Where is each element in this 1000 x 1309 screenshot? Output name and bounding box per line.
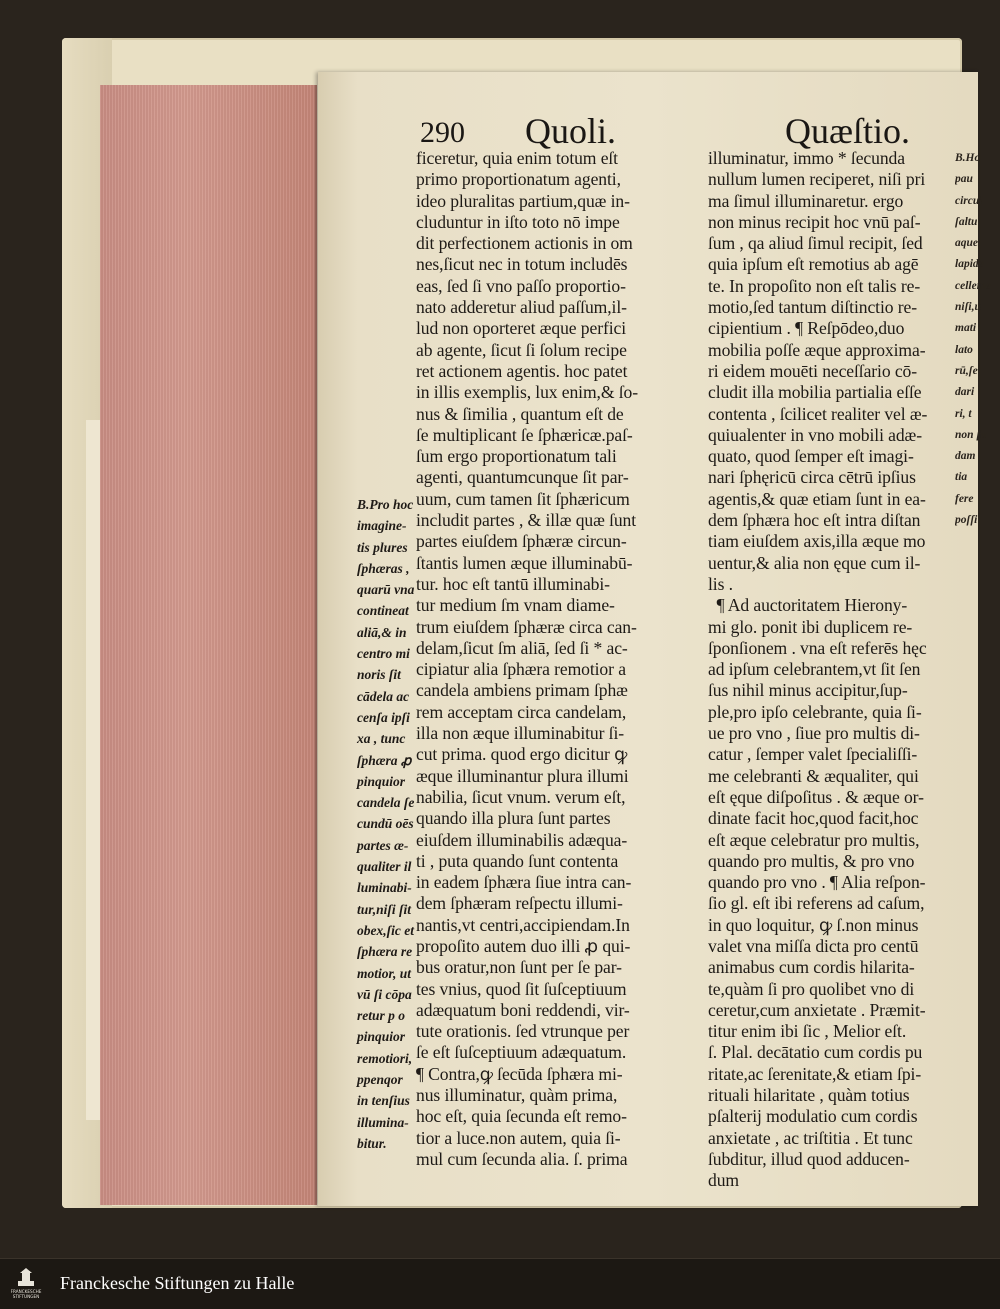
text-line: dum	[708, 1170, 739, 1191]
text-line: lis .	[708, 573, 733, 594]
page-number: 290	[420, 116, 465, 149]
margin-note-line: in tenſius	[357, 1093, 410, 1109]
text-line: ſum , qa aliud ſimul recipit, ſed	[708, 233, 923, 254]
text-line: ritate,ac ſerenitate,& etiam ſpi-	[708, 1063, 922, 1084]
text-line: uentur,& alia non ęque cum il-	[708, 552, 921, 573]
text-line: cludit illa mobilia partialia eſſe	[708, 382, 922, 403]
margin-note-line: aque	[955, 237, 978, 250]
text-line: tes vnius, quod ſit ſuſceptiuum	[416, 978, 627, 999]
text-line: partes eiuſdem ſphæræ circun-	[416, 531, 627, 552]
text-line: dit perfectionem actionis in om	[416, 233, 633, 254]
margin-note-line: ſphæra re	[357, 944, 413, 960]
text-line: te. In propoſito non eſt talis re-	[708, 275, 921, 296]
text-line: te,quàm ſi pro quolibet vno di	[708, 978, 915, 999]
text-line: bus oratur,non ſunt per ſe par-	[416, 957, 622, 978]
text-line: animabus cum cordis hilarita-	[708, 957, 915, 978]
text-line: ¶ Contra,ꝙ ſecūda ſphæra mi-	[416, 1063, 623, 1084]
margin-note-line: mati	[955, 322, 977, 335]
margin-note-line: centro mi	[357, 646, 410, 662]
text-line: nus & ſimilia , quantum eſt de	[416, 403, 624, 424]
text-line: agenti, quantumcunque ſit par-	[416, 467, 629, 488]
text-line: non minus recipit hoc vnū paſ-	[708, 211, 921, 232]
text-line: quando illa plura ſunt partes	[416, 808, 611, 829]
text-line: valet vna miſſa dicta pro centū	[708, 935, 919, 956]
margin-note-line: motior, ut	[357, 965, 412, 981]
margin-note-line: candela ſe	[357, 795, 415, 811]
institution-logo-icon	[8, 1267, 44, 1301]
text-line: ſubditur, illud quod adducen-	[708, 1148, 910, 1169]
text-line: quato, quod ſemper eſt imagi-	[708, 446, 914, 467]
text-line: hoc eſt, quia ſecunda eſt remo-	[416, 1106, 627, 1127]
running-head-left: Quoli.	[525, 111, 617, 151]
text-line: mi glo. ponit ibi duplicem re-	[708, 616, 913, 637]
text-line: eiuſdem illuminabilis adæqua-	[416, 829, 628, 850]
margin-note-line: ri, t	[955, 407, 972, 420]
text-line: ti , puta quando ſunt contenta	[416, 850, 619, 871]
margin-note-line: pinquior	[357, 773, 406, 789]
margin-note-line: illumina-	[357, 1114, 409, 1130]
text-line: dem ſphæram reſpectu illumi-	[416, 893, 623, 914]
logo-text-line2: STIFTUNGEN	[12, 1294, 40, 1299]
text-line: nantis,vt centri,accipiendam.In	[416, 914, 630, 935]
footer-bar	[0, 1258, 1000, 1309]
margin-note-line: poſſi	[955, 514, 978, 527]
text-line: cut prima. quod ergo dicitur ꝙ	[416, 744, 628, 765]
margin-note-line: vū ſi cōpa	[357, 986, 412, 1002]
institution-name: Franckesche Stiftungen zu Halle	[60, 1273, 295, 1293]
text-line: delam,ſicut ſm aliā, ſed ſi * ac-	[416, 637, 628, 658]
text-line: me celebranti & æqualiter, qui	[708, 765, 919, 786]
margin-note-line: dari	[955, 386, 975, 399]
text-line: tur medium ſm vnam diame-	[416, 595, 615, 616]
text-line: tur. hoc eſt tantū illuminabi-	[416, 573, 610, 594]
text-line: eſt ęque diſpoſitus . & æque or-	[708, 786, 924, 807]
margin-note-line: niſi,u	[955, 301, 981, 314]
margin-note-line: xa , tunc	[357, 731, 406, 747]
text-line: ab agente, ſicut ſi ſolum recipe	[416, 339, 627, 360]
text-line: cipiatur alia ſphæra remotior a	[416, 659, 626, 680]
text-line: anxietate , ac triſtitia . Et tunc	[708, 1127, 913, 1148]
margin-note-line: non ſu	[955, 428, 987, 441]
margin-note-line: luminabi-	[357, 880, 412, 896]
text-line: ue pro vno , ſiue pro multis di-	[708, 723, 920, 744]
text-line: tior a luce.non autem, quia ſi-	[416, 1127, 621, 1148]
text-line: primo proportionatum agenti,	[416, 169, 621, 190]
text-line: ſtantis lumen æque illuminabū-	[416, 552, 633, 573]
text-line: ideo pluralitas partium,quæ in-	[416, 190, 630, 211]
text-line: titur enim ibi ſic , Melior eſt.	[708, 1021, 907, 1042]
margin-note-line: pinquior	[357, 1029, 406, 1045]
margin-note-line: cenſa ipſi	[357, 709, 410, 725]
text-line: quando pro vno . ¶ Alia reſpon-	[708, 872, 926, 893]
margin-note-line: rū,ſe	[955, 364, 978, 377]
text-line: cipientium . ¶ Reſpōdeo,duo	[708, 318, 905, 339]
text-line: ad ipſum celebrantem,vt ſit ſen	[708, 659, 921, 680]
text-line: contenta , ſcilicet realiter vel æ-	[708, 403, 928, 424]
margin-note-line: noris ſit	[357, 667, 401, 683]
margin-note-line: lapide	[955, 258, 984, 271]
text-line: ſe multiplicant ſe ſphæricæ.paſ-	[416, 424, 633, 445]
text-line: nato adderetur aliud paſſum,il-	[416, 297, 627, 318]
text-line: in quo loquitur, ꝙ ſ.non minus	[708, 914, 919, 935]
text-line: uum, cum tamen ſit ſphæricum	[416, 488, 630, 509]
margin-note-line: remotiori,	[357, 1050, 413, 1066]
logo-text-line1: FRANCKESCHE	[10, 1289, 42, 1294]
text-line: nus illuminatur, quàm prima,	[416, 1085, 618, 1106]
text-line: ret actionem agentis. hoc patet	[416, 360, 628, 381]
text-line: nes,ſicut nec in totum includēs	[416, 254, 628, 275]
margin-note-line: pau	[955, 173, 973, 186]
margin-note-line: retur p o	[357, 1008, 406, 1024]
margin-notes-right	[955, 148, 995, 531]
text-line: ceretur,cum anxietate . Præmit-	[708, 999, 926, 1020]
text-line: ri eidem mouēti neceſſario cō-	[708, 360, 918, 381]
margin-note-line: contineat	[357, 603, 409, 619]
text-line: ſponſionem . vna eſt referēs hęc	[708, 637, 927, 658]
text-line: candela ambiens primam ſphæ	[416, 680, 628, 701]
text-line: agentis,& quæ etiam ſunt in ea-	[708, 488, 926, 509]
text-line: nullum lumen reciperet, niſi pri	[708, 169, 926, 190]
margin-note-line: qualiter il	[357, 859, 412, 875]
text-line: nari ſphęricū circa cētrū ipſius	[708, 467, 916, 488]
margin-note-line: B.Pro hoc	[357, 497, 414, 512]
text-line: quiualenter in vno mobili adæ-	[708, 424, 922, 445]
text-line: ſ. Plal. decātatio cum cordis pu	[708, 1042, 923, 1063]
text-line: in eadem ſphæra ſiue intra can-	[416, 872, 632, 893]
text-line: mobilia poſſe æque approxima-	[708, 339, 926, 360]
margin-note-line: cādela ac	[357, 688, 410, 704]
text-line: dem ſphæra hoc eſt intra diſtan	[708, 510, 921, 531]
margin-note-line: tis plures	[357, 539, 408, 555]
text-line: eas, ſed ſi vno paſſo proportio-	[416, 275, 626, 296]
text-line: illuminatur, immo * ſecunda	[708, 148, 905, 168]
margin-note-line: fere	[955, 492, 974, 505]
margin-note-line: ſphæra ꝓ	[357, 752, 412, 768]
margin-notes-left	[357, 494, 423, 1154]
text-line: trum eiuſdem ſphæræ circa can-	[416, 616, 637, 637]
text-line: mul cum ſecunda alia. ſ. prima	[416, 1148, 628, 1169]
margin-note-line: tur,niſi ſit	[357, 901, 412, 917]
text-line: tiam eiuſdem axis,illa æque mo	[708, 531, 926, 552]
margin-note-line: tia	[955, 471, 968, 484]
page-fore-edge	[100, 85, 317, 1205]
text-line: ma ſimul illuminaretur. ergo	[708, 190, 904, 211]
margin-note-line: ſphæras ,	[357, 560, 410, 576]
text-line: quando pro multis, & pro vno	[708, 850, 915, 871]
text-line: ſum ergo proportionatum tali	[416, 446, 617, 467]
margin-note-line: cundū oēs	[357, 816, 414, 832]
text-line: propoſito autem duo illi ꝓ qui-	[416, 935, 631, 956]
margin-note-line: partes æ-	[357, 837, 409, 853]
text-line: ſio gl. eſt ibi referens ad caſum,	[708, 893, 925, 914]
text-line: ſe eſt ſuſceptiuum adæquatum.	[416, 1042, 627, 1063]
running-head-right: Quæſtio.	[785, 111, 911, 151]
text-line: adæquatum boni reddendi, vir-	[416, 999, 630, 1020]
margin-note-line: quarū vna	[357, 582, 415, 598]
margin-note-line: bitur.	[357, 1135, 387, 1151]
margin-note-line: lato	[955, 343, 973, 356]
text-line: in illis exemplis, lux enim,& ſo-	[416, 382, 638, 403]
text-column-left	[416, 148, 706, 1170]
margin-note-line: B.Ho	[955, 152, 981, 164]
text-line: catur , ſemper valet ſpecialiſſi-	[708, 744, 918, 765]
text-line: dinate facit hoc,quod facit,hoc	[708, 808, 919, 829]
margin-note-line: circul	[955, 194, 983, 207]
margin-note-line: obex,ſic et	[357, 922, 414, 938]
text-line: rituali hilaritate , quàm totius	[708, 1085, 910, 1106]
margin-note-line: aliā,& in	[357, 624, 407, 640]
text-line: ficeretur, quia enim totum eſt	[416, 148, 618, 168]
text-line: ſus nihil minus accipitur,ſup-	[708, 680, 908, 701]
margin-note-line: imagine-	[357, 518, 407, 534]
text-line: quia ipſum eſt remotius ab agē	[708, 254, 919, 275]
margin-note-line: ppenqor	[357, 1072, 403, 1088]
margin-note-line: dam	[955, 450, 976, 463]
text-column-right	[708, 148, 970, 1192]
text-line: cluduntur in iſto toto nō impe	[416, 211, 620, 232]
text-line: nabilia, ſicut vnum. verum eſt,	[416, 786, 626, 807]
text-line: ple,pro ipſo celebrante, quia ſi-	[708, 701, 922, 722]
text-line: illa non æque illuminabitur ſi-	[416, 723, 624, 744]
text-line: lud non oporteret æque perfici	[416, 318, 627, 339]
text-line: pſalterij modulatio cum cordis	[708, 1106, 918, 1127]
margin-note-line: ſaltu	[955, 215, 978, 228]
text-line: eſt æque celebratur pro multis,	[708, 829, 920, 850]
text-line: ¶ Ad auctoritatem Hierony-	[708, 595, 908, 616]
text-line: æque illuminantur plura illumi	[416, 765, 629, 786]
margin-note-line: celleme	[955, 279, 991, 292]
text-line: includit partes , & illæ quæ ſunt	[416, 510, 637, 531]
text-line: rem acceptam circa candelam,	[416, 701, 627, 722]
text-line: tute orationis. ſed vtrunque per	[416, 1021, 630, 1042]
text-line: motio,ſed tantum diſtinctio re-	[708, 297, 917, 318]
